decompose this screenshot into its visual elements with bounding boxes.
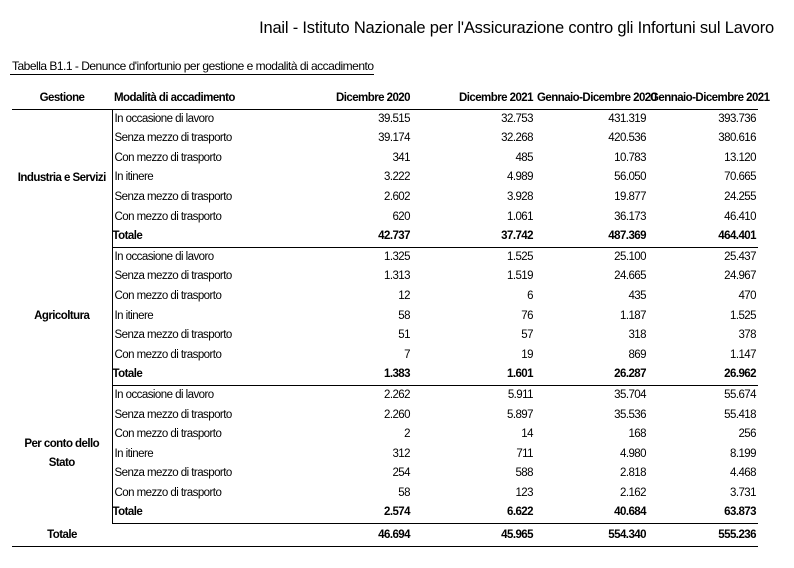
cell-value: 19 — [521, 348, 533, 361]
row-label: Senza mezzo di trasporto — [114, 190, 232, 203]
cell-value: 3.928 — [506, 190, 533, 203]
column-header-dic-2021: Dicembre 2021 — [412, 89, 535, 109]
cell-value: 341 — [392, 151, 410, 164]
cell-value: 13.120 — [724, 151, 756, 164]
row-label: In occasione di lavoro — [114, 250, 214, 263]
cell-value: 58 — [398, 309, 410, 322]
cell-value: 1.313 — [383, 270, 410, 283]
column-header-modalita: Modalità di accadimento — [112, 89, 290, 109]
cell-value: 2.162 — [619, 486, 646, 499]
page-header-title: Inail - Istituto Nazionale per l'Assicurazione contro gli Infortuni sul Lavoro — [259, 19, 774, 37]
cell-value: 1.147 — [729, 348, 756, 361]
cell-value: 46.410 — [724, 210, 756, 223]
table-row — [12, 406, 758, 426]
total-value: 63.873 — [648, 503, 758, 523]
row-label: Con mezzo di trasporto — [114, 151, 222, 164]
column-header-gen-dic-2020: Gennaio-Dicembre 2020 — [535, 89, 648, 109]
cell-value: 51 — [398, 329, 410, 342]
cell-value: 39.174 — [378, 132, 410, 145]
cell-value: 10.783 — [614, 151, 646, 164]
cell-value: 2 — [404, 428, 410, 441]
cell-value: 2.262 — [383, 388, 410, 401]
table-row — [12, 464, 758, 484]
cell-value: 25.100 — [614, 250, 646, 263]
cell-value: 1.525 — [506, 250, 533, 263]
cell-value: 7 — [404, 348, 410, 361]
column-header-gestione: Gestione — [12, 89, 112, 109]
row-label: Con mezzo di trasporto — [114, 289, 222, 302]
total-value: 6.622 — [412, 503, 535, 523]
cell-value: 14 — [521, 428, 533, 441]
cell-value: 123 — [515, 486, 533, 499]
row-label: In itinere — [114, 171, 154, 184]
cell-value: 2.602 — [383, 190, 410, 203]
total-value: 1.383 — [290, 365, 412, 385]
cell-value: 435 — [628, 289, 646, 302]
row-label: Con mezzo di trasporto — [114, 210, 222, 223]
grand-total-value: 554.340 — [535, 524, 648, 547]
cell-value: 620 — [392, 210, 410, 223]
cell-value: 2.260 — [383, 408, 410, 421]
grand-total-spacer — [112, 524, 290, 547]
cell-value: 470 — [738, 289, 756, 302]
grand-total-label: Totale — [12, 524, 112, 547]
row-label: In itinere — [114, 447, 154, 460]
table-row — [12, 287, 758, 307]
cell-value: 1.325 — [383, 250, 410, 263]
cell-value: 4.468 — [729, 467, 756, 480]
table-row — [12, 188, 758, 208]
cell-value: 420.536 — [608, 132, 646, 145]
cell-value: 380.616 — [718, 132, 756, 145]
cell-value: 4.980 — [619, 447, 646, 460]
cell-value: 393.736 — [718, 112, 756, 125]
cell-value: 256 — [738, 428, 756, 441]
cell-value: 588 — [515, 467, 533, 480]
cell-value: 378 — [738, 329, 756, 342]
cell-value: 1.187 — [619, 309, 646, 322]
table-row — [12, 425, 758, 445]
total-label: Totale — [112, 503, 290, 523]
row-label: Con mezzo di trasporto — [114, 486, 222, 499]
cell-value: 318 — [628, 329, 646, 342]
cell-value: 55.674 — [724, 388, 756, 401]
cell-value: 24.967 — [724, 270, 756, 283]
cell-value: 25.437 — [724, 250, 756, 263]
table-row — [12, 385, 758, 405]
total-label: Totale — [112, 365, 290, 385]
cell-value: 36.173 — [614, 210, 646, 223]
total-value: 2.574 — [290, 503, 412, 523]
group-total-row — [12, 503, 758, 523]
row-label: Con mezzo di trasporto — [114, 348, 222, 361]
row-label: Senza mezzo di trasporto — [114, 467, 232, 480]
table-header-row — [12, 89, 758, 109]
column-header-gen-dic-2021: Gennaio-Dicembre 2021 — [648, 89, 758, 109]
cell-value: 5.911 — [507, 388, 533, 401]
table-row — [12, 109, 758, 129]
cell-value: 6 — [527, 289, 533, 302]
table-body — [12, 109, 758, 546]
row-label: Senza mezzo di trasporto — [114, 408, 232, 421]
table-row — [12, 307, 758, 327]
cell-value: 24.255 — [724, 190, 756, 203]
table-row — [12, 168, 758, 188]
cell-value: 431.319 — [608, 112, 646, 125]
group-total-row — [12, 365, 758, 385]
cell-value: 57 — [521, 329, 533, 342]
table-row — [12, 346, 758, 366]
cell-value: 485 — [515, 151, 533, 164]
table-row — [12, 326, 758, 346]
cell-value: 24.665 — [614, 270, 646, 283]
cell-value: 168 — [628, 428, 646, 441]
total-value: 40.684 — [535, 503, 648, 523]
group-label: Agricoltura — [12, 247, 112, 385]
cell-value: 12 — [398, 289, 410, 302]
total-value: 37.742 — [412, 227, 535, 247]
table-row — [12, 445, 758, 465]
table-row — [12, 149, 758, 169]
row-label: Senza mezzo di trasporto — [114, 270, 232, 283]
row-label: In occasione di lavoro — [114, 112, 214, 125]
cell-value: 1.061 — [506, 210, 533, 223]
group-total-row — [12, 227, 758, 247]
cell-value: 70.665 — [724, 171, 756, 184]
cell-value: 5.897 — [506, 408, 533, 421]
cell-value: 3.731 — [729, 486, 756, 499]
cell-value: 254 — [392, 467, 410, 480]
total-value: 464.401 — [648, 227, 758, 247]
row-label: In itinere — [114, 309, 154, 322]
grand-total-value: 45.965 — [412, 524, 535, 547]
grand-total-row — [12, 524, 758, 547]
cell-value: 3.222 — [383, 171, 410, 184]
group-label: Per conto dello Stato — [12, 385, 112, 523]
cell-value: 1.525 — [729, 309, 756, 322]
table-caption: Tabella B1.1 - Denunce d'infortunio per gestione e modalità di accadimento — [12, 59, 374, 73]
cell-value: 32.268 — [501, 132, 533, 145]
cell-value: 35.704 — [614, 388, 646, 401]
caption-underline — [10, 74, 374, 75]
cell-value: 32.753 — [501, 112, 533, 125]
row-label: Senza mezzo di trasporto — [114, 132, 232, 145]
table-row — [12, 208, 758, 228]
total-label: Totale — [112, 227, 290, 247]
cell-value: 55.418 — [724, 408, 756, 421]
total-value: 42.737 — [290, 227, 412, 247]
grand-total-value: 46.694 — [290, 524, 412, 547]
row-label: In occasione di lavoro — [114, 388, 214, 401]
cell-value: 8.199 — [729, 447, 756, 460]
cell-value: 35.536 — [614, 408, 646, 421]
column-header-dic-2020: Dicembre 2020 — [290, 89, 412, 109]
cell-value: 4.989 — [506, 171, 533, 184]
table-row — [12, 129, 758, 149]
cell-value: 56.050 — [614, 171, 646, 184]
table-row — [12, 247, 758, 267]
total-value: 487.369 — [535, 227, 648, 247]
cell-value: 58 — [398, 486, 410, 499]
table-row — [12, 484, 758, 504]
row-label: Con mezzo di trasporto — [114, 428, 222, 441]
cell-value: 1.519 — [506, 270, 533, 283]
row-label: Senza mezzo di trasporto — [114, 329, 232, 342]
cell-value: 76 — [521, 309, 533, 322]
cell-value: 2.818 — [619, 467, 646, 480]
cell-value: 711 — [516, 447, 533, 460]
cell-value: 19.877 — [614, 190, 646, 203]
table-row — [12, 267, 758, 287]
total-value: 26.287 — [535, 365, 648, 385]
cell-value: 869 — [628, 348, 646, 361]
cell-value: 39.515 — [378, 112, 410, 125]
total-value: 1.601 — [412, 365, 535, 385]
cell-value: 312 — [392, 447, 410, 460]
grand-total-value: 555.236 — [648, 524, 758, 547]
group-label: Industria e Servizi — [12, 109, 112, 247]
total-value: 26.962 — [648, 365, 758, 385]
injury-reports-table — [12, 89, 770, 547]
